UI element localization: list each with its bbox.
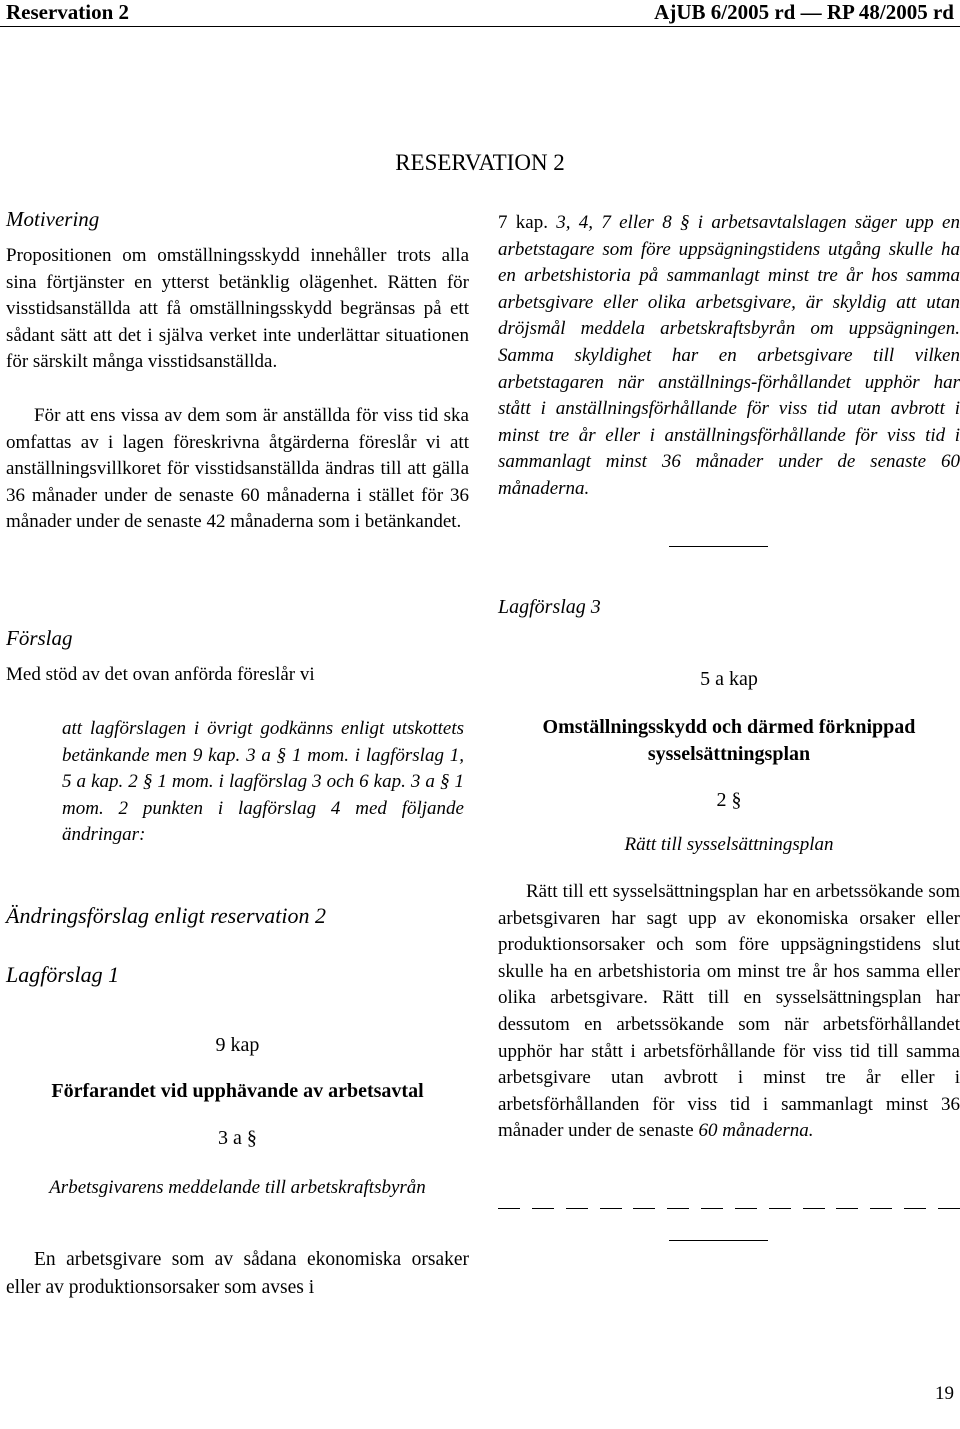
forslag-heading: Förslag [6, 626, 73, 650]
motivering-heading: Motivering [6, 207, 100, 231]
section-2-end: 60 månaderna. [698, 1120, 814, 1142]
section-3a-text: En arbetsgivare som av sådana ekonomiska orsaker eller av produktionsorsaker som avses i [6, 1249, 469, 1298]
chapter-5a-label: 5 a kap [700, 668, 758, 690]
omitted-text-dashes [498, 1208, 960, 1210]
header-rule [0, 26, 960, 27]
document-title: RESERVATION 2 [395, 150, 565, 175]
section-3a-label: 3 a § [218, 1127, 257, 1149]
section-2-text [498, 879, 960, 1145]
para-start: 7 kap. [498, 212, 557, 233]
section-2-title: Rätt till sysselsättningsplan [624, 834, 834, 855]
section-2-label: 2 § [716, 789, 742, 811]
lagforslag-1-heading: Lagförslag 1 [6, 962, 120, 987]
page-number: 19 [935, 1383, 954, 1404]
section-2-main: Rätt till ett sysselsättningsplan har en arbetssökande som arbetsgivaren har sagt upp av ekonomiska orsaker eller produktionsorsaker och som före uppsägningstidens slut skulle ha en arbetshistoria om minst tre år hos samma eller olika arbetsgivare. Rätt till en sysselsättningsplan har dessutom en arbetssökande som när arbetsförhållandet upphör har stått i arbetsförhållande för viss tid till samma arbetsgivare utan avbrott i minst tre år eller i arbetsförhållanden för viss tid i sammanlagt minst 36 månader under de senaste [498, 881, 960, 1142]
andringsforslag-heading: Ändringsförslag enligt reservation 2 [6, 903, 327, 928]
motivering-paragraph-2: För att ens vissa av dem som är anställda för viss tid ska omfattas av i lagen föreskrivna åtgärderna föreslår vi att anställningsvillkoret för visstidsanställda ändras till att gälla 36 månader under de senaste 60 månaderna i stället för 36 månader under de senaste 42 månaderna som i betänkandet. [6, 405, 469, 533]
closing-rule [669, 1240, 768, 1241]
forslag-text: Med stöd av det ovan anförda föreslår vi [6, 664, 315, 685]
proposal-quote: att lagförslagen i övrigt godkänns enligt utskottets betänkande men 9 kap. 3 a § 1 mom. i lagförslag 1, 5 a kap. 2 § 1 mom. i lagförslag 3 och 6 kap. 3 a § 1 mom. 2 punkten i lagförslag 4 med följande ändringar: [62, 718, 464, 845]
running-header-left: Reservation 2 [6, 0, 130, 24]
lagforslag-3-heading: Lagförslag 3 [498, 596, 601, 618]
motivering-paragraph-1: Propositionen om omställningsskydd innehåller trots alla sina förtjänster en ytterst betänklig olägenhet. Rätten för visstidsanställda att få omställningsskydd begränsas på ett sådant sätt att det i själva verket inte underlättar situationen för särskilt många visstidsanställda. [6, 245, 469, 373]
section-3a-continued [498, 210, 960, 503]
section-end-rule [669, 546, 768, 547]
chapter-5a-title: Omställningsskydd och därmed förknippad sysselsättningsplan [542, 716, 916, 765]
amended-text: 3, 4, 7 eller 8 § i arbetsavtalslagen säger upp en arbetstagare som före uppsägningstidens utgång skulle ha en arbetshistoria på sammanlagt minst tre år hos samma arbetsgivare eller olika arbetsgivare, är skyldig att utan dröjsmål meddela arbetskraftsbyrån om uppsägningen. Samma skyldighet har en arbetsgivare till vilken arbetstagaren när anställnings-förhållandet upphör har stått i anställningsförhållande för viss tid utan avbrott i minst tre år eller i anställningsförhållande för viss tid i sammanlagt minst 36 månader under de senaste [498, 212, 960, 473]
chapter-9-label: 9 kap [215, 1034, 260, 1056]
section-3a-title: Arbetsgivarens meddelande till arbetskraftsbyrån [49, 1177, 426, 1198]
amended-text-end: 60 månaderna. [498, 451, 960, 499]
running-header-right: AjUB 6/2005 rd — RP 48/2005 rd [654, 0, 954, 24]
chapter-9-title: Förfarandet vid upphävande av arbetsavtal [51, 1080, 424, 1102]
